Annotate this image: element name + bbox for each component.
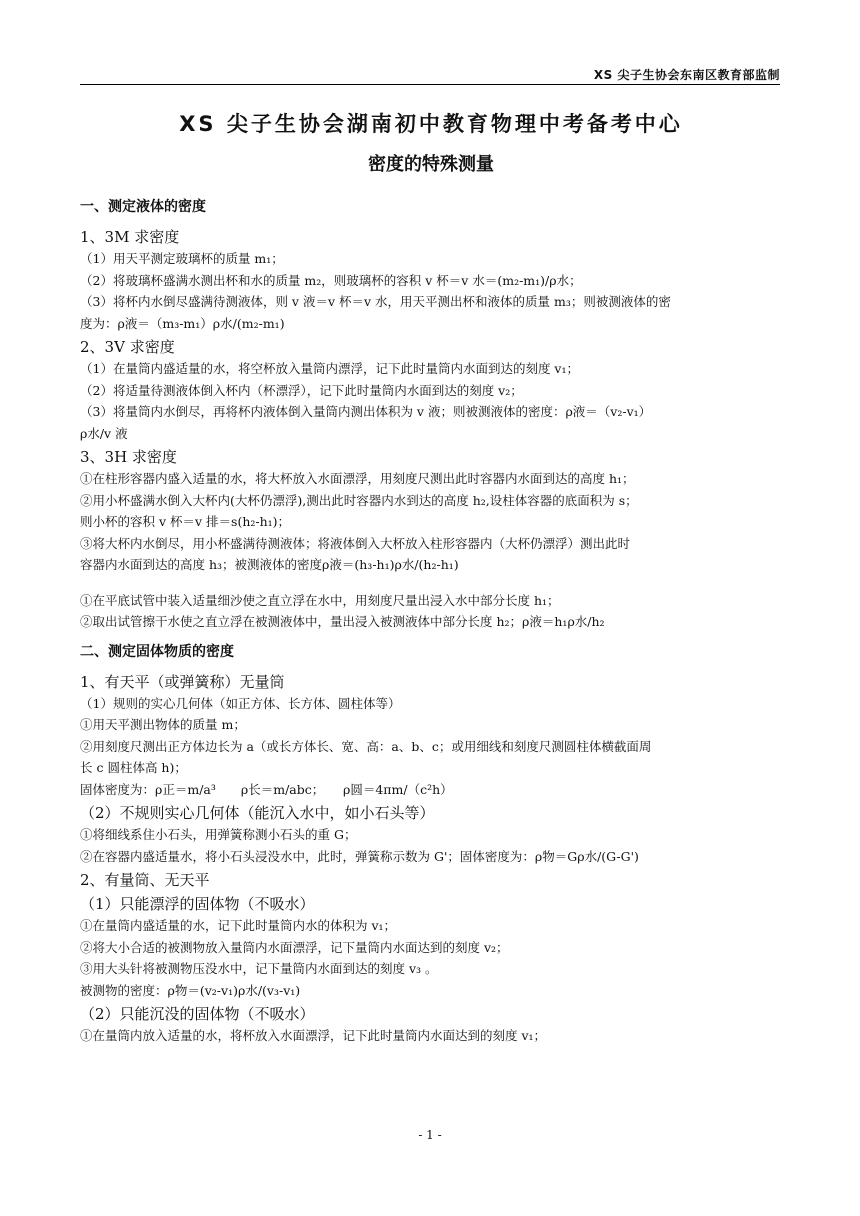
body-line: （1）规则的实心几何体（如正方体、长方体、圆柱体等） bbox=[80, 695, 401, 711]
body-line: 固体密度为：ρ正＝m/a³ ρ长＝m/abc； ρ圆＝4πm/（c²h） bbox=[80, 781, 453, 797]
section-heading: 二、测定固体物质的密度 bbox=[80, 643, 234, 660]
section-heading: 一、测定液体的密度 bbox=[80, 199, 206, 215]
page-content bbox=[80, 108, 782, 1047]
body-line: ρ水/v 液 bbox=[80, 425, 128, 441]
body-line: 长 c 圆柱体高 h)； bbox=[80, 760, 187, 775]
subsection-heading: 2、有量筒、无天平 bbox=[80, 871, 210, 889]
body-line: 则小杯的容积 v 杯＝v 排＝s(h₂-h₁)； bbox=[80, 514, 291, 529]
body-line: 容器内水面到达的高度 h₃；被测液体的密度ρ液＝(h₃-h₁)ρ水/(h₂-h₁) bbox=[80, 557, 459, 572]
body-line: （1）在量筒内盛适量的水，将空杯放入量筒内漂浮，记下此时量筒内水面到达的刻度 v₁； bbox=[80, 361, 580, 376]
body-line: （1）用天平测定玻璃杯的质量 m₁； bbox=[80, 251, 284, 266]
page-header-org: XS 尖子生协会东南区教育部监制 bbox=[593, 68, 780, 82]
paragraph-gap bbox=[80, 576, 782, 590]
body-line: ②用刻度尺测出正方体边长为 a（或长方体长、宽、高：a、b、c；或用细线和刻度尺测圆柱体横截面周 bbox=[80, 738, 652, 754]
body-line: ①将细线系住小石头，用弹簧称测小石头的重 G； bbox=[80, 827, 357, 842]
subsection-heading: （2）只能沉没的固体物（不吸水） bbox=[80, 1005, 315, 1023]
subsection-heading: 3、3H 求密度 bbox=[80, 448, 177, 466]
body-line: （2）将适量待测液体倒入杯内（杯漂浮），记下此时量筒内水面到达的刻度 v₂； bbox=[80, 382, 523, 398]
page-number: - 1 - bbox=[418, 1128, 442, 1142]
body-line: ①用天平测出物体的质量 m； bbox=[80, 717, 246, 732]
document-subtitle: 密度的特殊测量 bbox=[368, 154, 494, 175]
header-rule bbox=[80, 84, 780, 85]
subsection-heading: 2、3V 求密度 bbox=[80, 338, 175, 356]
body-line: ①在柱形容器内盛入适量的水，将大杯放入水面漂浮，用刻度尺测出此时容器内水面到达的高度 h₁； bbox=[80, 471, 635, 486]
subsection-heading: （1）只能漂浮的固体物（不吸水） bbox=[80, 895, 315, 913]
body-line: ①在量筒内盛适量的水，记下此时量筒内水的体积为 v₁； bbox=[80, 918, 397, 933]
document-title: XS 尖子生协会湖南初中教育物理中考备考中心 bbox=[179, 112, 683, 136]
subsection-heading: （2）不规则实心几何体（能沉入水中，如小石头等） bbox=[80, 804, 435, 822]
body-line: ①在量筒内放入适量的水，将杯放入水面漂浮，记下此时量筒内水面达到的刻度 v₁； bbox=[80, 1028, 547, 1043]
body-line: 被测物的密度：ρ物＝(v₂-v₁)ρ水/(v₃-v₁) bbox=[80, 982, 301, 998]
body-line: （3）将杯内水倒尽盛满待测液体，则 v 液＝v 杯＝v 水，用天平测出杯和液体的质量 m₃；则被测液体的密 bbox=[80, 294, 671, 309]
body-line: ①在平底试管中装入适量细沙使之直立浮在水中，用刻度尺量出浸入水中部分长度 h₁； bbox=[80, 592, 560, 608]
sections-container bbox=[80, 196, 782, 1047]
body-line: ②将大小合适的被测物放入量筒内水面漂浮，记下量筒内水面达到的刻度 v₂； bbox=[80, 939, 509, 955]
body-line: ②在容器内盛适量水，将小石头浸没水中，此时，弹簧称示数为 G'；固体密度为：ρ物＝Gρ水/(G-G') bbox=[80, 848, 639, 864]
body-line: 度为：ρ液＝（m₃-m₁）ρ水/(m₂-m₁) bbox=[80, 315, 285, 331]
body-line: （3）将量筒内水倒尽，再将杯内液体倒入量筒内测出体积为 v 液；则被测液体的密度：ρ液＝（v₂-v₁） bbox=[80, 404, 652, 419]
body-line: ②用小杯盛满水倒入大杯内(大杯仍漂浮),测出此时容器内水到达的高度 h₂,设柱体容器的底面积为 s； bbox=[80, 492, 638, 508]
body-line: ③用大头针将被测物压没水中，记下量筒内水面到达的刻度 v₃ 。 bbox=[80, 961, 438, 976]
body-line: ③将大杯内水倒尽，用小杯盛满待测液体；将液体倒入大杯放入柱形容器内（大杯仍漂浮）测出此时 bbox=[80, 535, 631, 551]
subsection-heading: 1、有天平（或弹簧称）无量筒 bbox=[80, 672, 285, 691]
body-line: （2）将玻璃杯盛满水测出杯和水的质量 m₂，则玻璃杯的容积 v 杯＝v 水＝(m₂-m₁)/ρ水； bbox=[80, 272, 582, 288]
body-line: ②取出试管擦干水使之直立浮在被测液体中，量出浸入被测液体中部分长度 h₂；ρ液＝h₁ρ水/h₂ bbox=[80, 614, 605, 629]
subsection-heading: 1、3M 求密度 bbox=[80, 228, 180, 246]
